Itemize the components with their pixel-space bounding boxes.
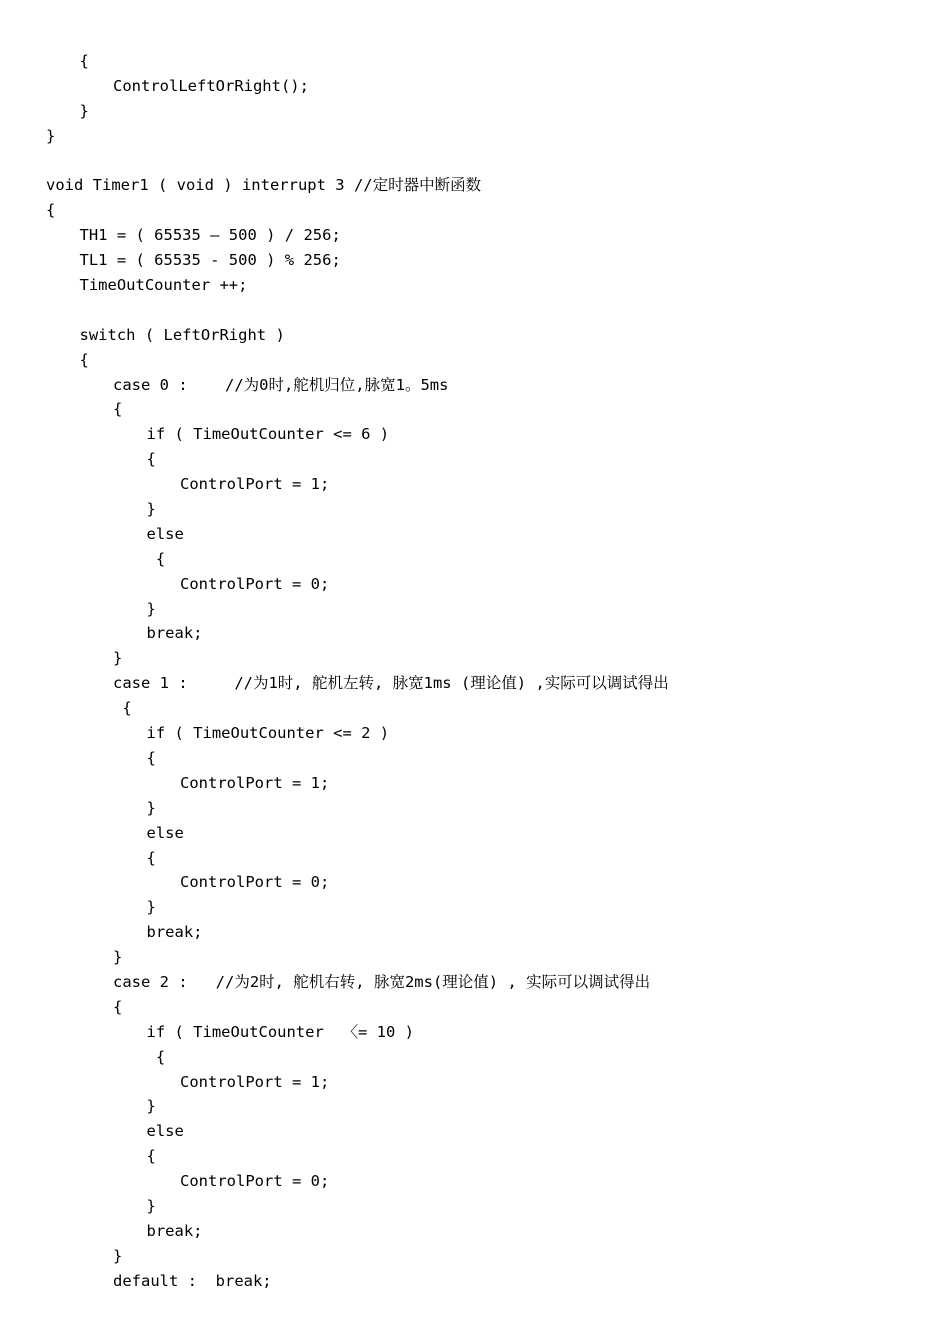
code-line: case 2 : //为2时, 舵机右转, 脉宽2ms(理论值) , 实际可以调试得出 [113, 972, 651, 991]
code-line: void Timer1 ( void ) interrupt 3 //定时器中断函数 [46, 176, 482, 195]
code-line: { [113, 997, 123, 1016]
code-line: } [113, 948, 123, 967]
code-line: TL1 = ( 65535 - 500 ) % 256; [79, 251, 341, 270]
code-line: } [146, 500, 156, 519]
code-line: { [146, 450, 156, 469]
code-line: ControlPort = 0; [180, 873, 330, 892]
code-line: { [113, 699, 132, 718]
code-line: TH1 = ( 65535 — 500 ) / 256; [79, 226, 341, 245]
code-line: ControlPort = 0; [180, 1172, 330, 1191]
code-line: if ( TimeOutCounter <= 6 ) [146, 425, 390, 444]
code-line: case 1 : //为1时, 舵机左转, 脉宽1ms (理论值) ,实际可以调试得出 [113, 674, 669, 693]
code-line: { [146, 1147, 156, 1166]
code-line [0, 298, 950, 323]
code-line: if ( TimeOutCounter 〈= 10 ) [146, 1022, 414, 1041]
code-line: } [113, 1246, 123, 1265]
code-line: } [46, 126, 56, 145]
code-line: } [79, 101, 89, 120]
code-line: break; [146, 624, 203, 643]
code-line: default : break; [113, 1271, 272, 1290]
code-listing [0, 49, 950, 1294]
code-line: else [146, 1122, 184, 1141]
code-line: { [79, 52, 89, 70]
code-line: ControlPort = 1; [180, 475, 330, 494]
code-line: } [113, 649, 123, 668]
code-line [0, 149, 950, 174]
code-line: { [146, 1047, 166, 1066]
code-line: { [46, 201, 56, 220]
code-line: { [146, 848, 156, 867]
code-line: switch ( LeftOrRight ) [79, 325, 285, 344]
code-line: { [146, 549, 166, 568]
code-line: } [146, 599, 156, 618]
code-line: ControlPort = 1; [180, 1072, 330, 1091]
code-line: } [146, 798, 156, 817]
code-line: { [113, 400, 123, 419]
code-line: TimeOutCounter ++; [79, 276, 248, 295]
code-line: break; [146, 923, 203, 942]
code-line: break; [146, 1221, 203, 1240]
code-line: } [146, 1196, 156, 1215]
code-line: else [146, 823, 184, 842]
code-line: case 0 : //为0时,舵机归位,脉宽1。5ms [113, 375, 449, 394]
code-line: { [79, 350, 89, 369]
code-line: { [146, 748, 156, 767]
code-line: if ( TimeOutCounter <= 2 ) [146, 724, 390, 743]
code-line: ControlLeftOrRight(); [113, 76, 309, 95]
code-line: ControlPort = 0; [180, 574, 330, 593]
code-line: else [146, 524, 184, 543]
code-line: } [146, 1097, 156, 1116]
code-line: ControlPort = 1; [180, 773, 330, 792]
code-line: } [146, 898, 156, 917]
